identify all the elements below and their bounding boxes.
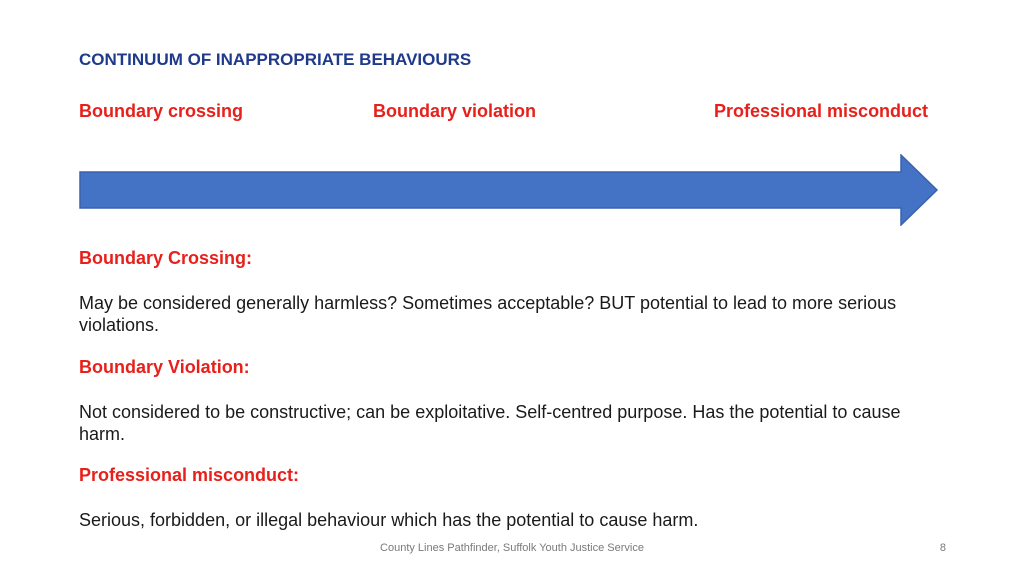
page-number: 8 bbox=[939, 542, 946, 554]
slide-title: CONTINUUM OF INAPPROPRIATE BEHAVIOURS bbox=[79, 50, 472, 69]
section-body-professional-misconduct: Serious, forbidden, or illegal behaviour which has the potential to cause harm. bbox=[79, 510, 699, 530]
scale-label-professional-misconduct: Professional misconduct bbox=[714, 101, 929, 121]
continuum-arrow-icon bbox=[79, 154, 939, 226]
scale-label-boundary-crossing: Boundary crossing bbox=[79, 101, 244, 121]
footer-text: County Lines Pathfinder, Suffolk Youth Justice Service bbox=[380, 542, 644, 554]
section-body-boundary-crossing: May be considered generally harmless? Sometimes acceptable? BUT potential to lead to more serious violations. bbox=[79, 293, 897, 335]
section-heading-boundary-crossing: Boundary Crossing: bbox=[79, 248, 253, 268]
section-heading-professional-misconduct: Professional misconduct: bbox=[79, 465, 300, 485]
section-heading-boundary-violation: Boundary Violation: bbox=[79, 357, 250, 377]
scale-label-boundary-violation: Boundary violation bbox=[373, 101, 537, 121]
section-body-boundary-violation: Not considered to be constructive; can be exploitative. Self-centred purpose. Has the potential to cause harm. bbox=[79, 402, 901, 444]
continuum-arrow-shape bbox=[80, 155, 937, 225]
